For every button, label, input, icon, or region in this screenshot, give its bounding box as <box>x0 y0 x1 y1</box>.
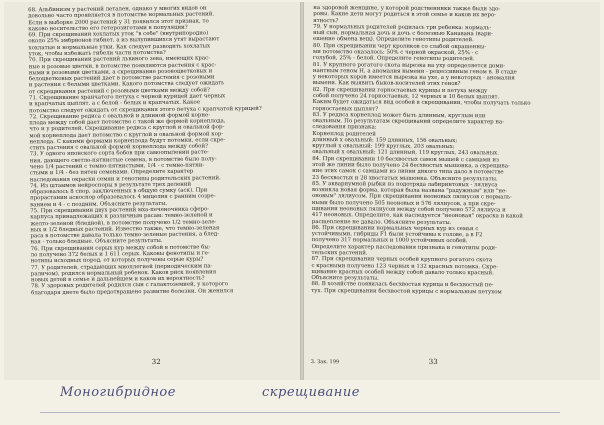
text-line: 73. У одного японского сорта бобов при самоопылении расте- <box>29 149 209 158</box>
text-line: 75. При скрещивании двух растений мха-печеночника сферо- <box>30 206 210 215</box>
text-line: Объясните результаты. <box>311 275 379 282</box>
text-line: нантным геном H, а аномалия вымени - рецессивным геном в. В стаде <box>312 67 517 76</box>
text-line: возникла новая форма, которая была названа "радужным" или "не- <box>311 187 508 195</box>
text-line: устойчивыми, гибриды F1 были устойчивы к голове, а в F2 <box>311 231 483 239</box>
text-line: 72. Скрещивание редиса с овальной и длинной формой корне- <box>29 112 211 121</box>
text-line: каково носительство его гетерозиготами в популяции? <box>28 24 188 33</box>
text-line: 83. У редиса корнеплод может быть длинным, круглым или <box>312 111 486 120</box>
text-line: на здоровой женщине, у которой родственники также были здо- <box>313 5 501 13</box>
text-line: тух. При скрещивании бесхвостой курицы с нормальным петухом <box>311 287 502 296</box>
text-line: ешение обмена вещ). Определите генотипы родителей. <box>313 36 474 44</box>
text-line: ными было получено 505 неоновых и 576 лялиусов, а при скре- <box>311 199 496 208</box>
left-page-text <box>28 5 297 297</box>
right-page-text <box>311 5 589 296</box>
text-line: 85. У аквариумной рыбки из подотряда лабиринтовых - лялиуса <box>312 180 498 189</box>
text-line: нотипы исходных пород, от которых получены серые куры? <box>30 256 204 265</box>
text-line: Если в выборке 2000 растений у 31 появился этот признак, то <box>28 17 209 26</box>
text-line: ная - только бледные. Объясните результаты. <box>30 238 163 246</box>
text-line: ные и розовые цветки, в потомстве появляются растения с крас- <box>28 61 217 70</box>
text-line: чено 1/4 растений с темно-пятнистыми, 1/4 - с темно-пятни- <box>29 162 205 171</box>
text-line: получено 317 нормальных и 1000 устойчивых особей. <box>311 237 468 245</box>
text-line: 77. У родителей, страдающих миоплегией (периодическим па- <box>30 262 213 271</box>
text-line: оновым" лялиусом. При скрещивании неоновых лялиусов с нормаль- <box>311 193 512 201</box>
text-line: 69. При скрещивании хохлатых уток "в себе" (внутрипородно) <box>28 30 209 39</box>
text-line: 74. Из штаммов нейроспоры в результате трех делений <box>29 181 192 190</box>
text-line: благодаря диете было предотвращено развитие болезни. Он женился <box>31 287 234 296</box>
text-line: мой корнеплода дает потомство с круглой и овальной формой кор- <box>29 130 224 139</box>
text-line: довольно часто проявляется в потомстве нормальных растений. <box>28 11 215 20</box>
text-line: ный сын, нормальная дочь и дочь с болезнью Канавана (вари- <box>313 30 493 38</box>
text-line: Корнеплод родителей <box>312 130 376 138</box>
right-page <box>301 1 602 381</box>
text-line: 81. У крупного рогатого скота вырезка на уху определяется доми- <box>312 61 506 69</box>
text-line: 79. У нормальных родителей родилась три ребенка: нормаль- <box>313 23 492 32</box>
text-line: раличом), родился нормальный ребенок. Каков риск появления <box>30 269 217 278</box>
text-line: этой же линии было получено 24 бесхвостых мышонка, а скрещива- <box>312 162 510 170</box>
text-line: карпуса принадлежащих к различным расам: темно-зеленой и <box>30 212 213 221</box>
text-line: стыми и 1/4 - без пятен семенами. Определите характер <box>29 168 194 177</box>
text-line: горностаевых цыплят? <box>312 105 379 112</box>
text-line: Определите характер наследования признака и генотипы роди- <box>311 243 497 252</box>
text-line: прорастании аскоспор образовалось 4 мицелия с ранним созре- <box>30 193 216 202</box>
text-line: ми потомство оказалось: 50% с черной окраской, 25% - с <box>312 49 479 57</box>
text-line: 84. При скрещивании 10 бесхвостых самок мышей с самцами из <box>312 155 499 164</box>
text-line: хохлатые и нормальные утки. Как следует разводить хохлатых <box>28 43 211 51</box>
text-line: щивание красных особей между собой давало только красный. <box>311 268 494 277</box>
text-line: образовалось 8 спор, заключенных в общую сумку (аск). При <box>29 187 208 196</box>
text-line: 80. При скрещивании черт кроликов со слабой окрашенны- <box>312 42 487 50</box>
text-line: 23 бесхвостых и 28 хвостатых мышонка. Объясните результаты. <box>312 174 498 182</box>
text-line: ятность? <box>313 17 339 24</box>
text-line: 70. При скрещивании растений львиного зева, имеющих крас- <box>28 55 211 64</box>
text-line: неплода. С какими формами корнеплода будут потомки, если скре- <box>29 137 226 146</box>
text-line: уток, чтобы избежать гибели части потомства? <box>28 49 166 58</box>
text-line: расщепление не давало. Объясните результаты. <box>311 218 452 226</box>
text-line: ванием и 4 - с поздним. Объясните результаты. <box>30 200 168 209</box>
left-page <box>2 0 304 381</box>
text-line: желто-зеленой (бледной), в потомстве получено 1/2 темно-зеле- <box>30 218 217 227</box>
text-line: у некоторых коров имеется вырезка на ухе, а у некоторых - аномалия <box>312 74 515 82</box>
left-page-number: 32 <box>151 357 161 367</box>
text-line: собой получено 24 горностаевых, 12 черных и 10 белых цыплят. <box>312 92 500 101</box>
text-line: стить растения с овальной формой корнеплода между собой? <box>29 143 209 152</box>
text-line: ными и розовыми цветками, а скрещивание розовоцветковых и <box>28 68 213 77</box>
text-line: 88. В хозяйстве появилась бесхвостая курица и бесхвостый пе- <box>311 281 494 289</box>
handwritten-note-left: Моногибридное <box>60 385 176 400</box>
printer-footnote: 3. Зак. 199 <box>310 359 340 366</box>
text-line: следования признака: <box>312 124 377 131</box>
text-line: с красными получено 123 черных и 132 красных потомка. Скре- <box>311 262 499 270</box>
text-line: 76. При скрещивании серых кур между собой в потомстве бы- <box>30 244 211 252</box>
right-page-number: 33 <box>428 357 438 366</box>
text-line: 68. Альбинизм у растений летален, однако у многих видов он <box>28 5 207 14</box>
text-line: круглый х овальный: 199 круглых, 203 овальных; <box>312 143 455 151</box>
open-book <box>4 2 600 380</box>
text-line: белоцветковых растений дает в потомстве растения с розовыми <box>28 74 215 83</box>
text-line: потомство следует ожидать от скрещивания этого петуха с крапчатой курицей? <box>29 105 262 114</box>
text-line: 86. При скрещивании нормальных черных кур из семьи с <box>311 224 479 233</box>
handwritten-note-right: скрещивание <box>262 385 360 400</box>
text-line: 78. У здоровых родителей родился сын с галактоземией, у которого <box>30 281 229 290</box>
text-line: ных и 1/2 бледных растений. Известно также, что темно-зеленая <box>30 225 220 234</box>
text-line: раса в потомстве давала только темно-зеленые растения, а блед- <box>30 231 220 240</box>
text-line: овальным. По результатам скрещиваний определите характер на- <box>312 118 505 126</box>
text-line: что и у родителей. Скрещивание редиса с круглой и овальной фор- <box>29 124 225 133</box>
text-line: 82. При скрещивании горностаевых курицы и петуха между <box>312 86 488 94</box>
text-line: тельских растений. <box>311 249 368 257</box>
text-line: ровы. Какие дети могут родиться в этой семье и каков их веро- <box>313 11 496 19</box>
text-line: ние этих самок с самцами из линии дикого типа дало в потомстве <box>312 168 504 176</box>
text-line: 71. Скрещивание хранчатого петуха с черной курицей дает черных <box>28 93 226 102</box>
text-line: наследования окраски семян и генотипы родительских растений. <box>29 174 221 183</box>
text-line: щивании неоновых лялиусов между собой получено 572 лялиуса и <box>311 206 506 214</box>
text-line: плода между собой дает потомство с такой же формой корнеплода, <box>29 118 226 127</box>
text-line: голубой, 25% - белой. Определите генотипы родителей. <box>312 55 475 63</box>
text-line: около 25% эмбрионов гибнет, а из вылупившихся утят вырастают <box>28 36 220 45</box>
text-line: от скрещивания растений с розовыми цветками между собой? <box>28 87 210 95</box>
text-line: ния, дающего светло-пятнистые семена, в потомстве было полу- <box>29 156 217 165</box>
underline <box>40 412 560 413</box>
text-line: ло получено 372 белых и 1 611 серых. Каковы фенотипы и ге- <box>30 250 210 259</box>
text-line: 417 неоновых. Определите, как наследуется "неоновая" окраска и какой <box>311 212 523 220</box>
text-line: Каким будет ожидаться вид особей в скрещивании, чтобы получать только <box>312 99 531 107</box>
text-line: новых детей в семье и дальнейшем и каков их вероятность? <box>30 275 205 284</box>
text-line: и крапчатых цыплят, а с белой - белых и крапчатых. Какое <box>29 99 201 108</box>
text-line: и растения с белыми цветками. Какого потомства следует ожидать <box>28 80 225 89</box>
text-line: овальный х овальный: 121 длинный, 119 круглых, 243 овальных. <box>312 149 499 157</box>
text-line: вымени. Как выявить быков-носителей этих генов? <box>312 80 461 88</box>
text-line: длинный х овальный: 159 длинных, 156 овальных; <box>312 136 458 144</box>
text-line: 87. При скрещивании черных особей крупного рогатого скота <box>311 256 493 264</box>
